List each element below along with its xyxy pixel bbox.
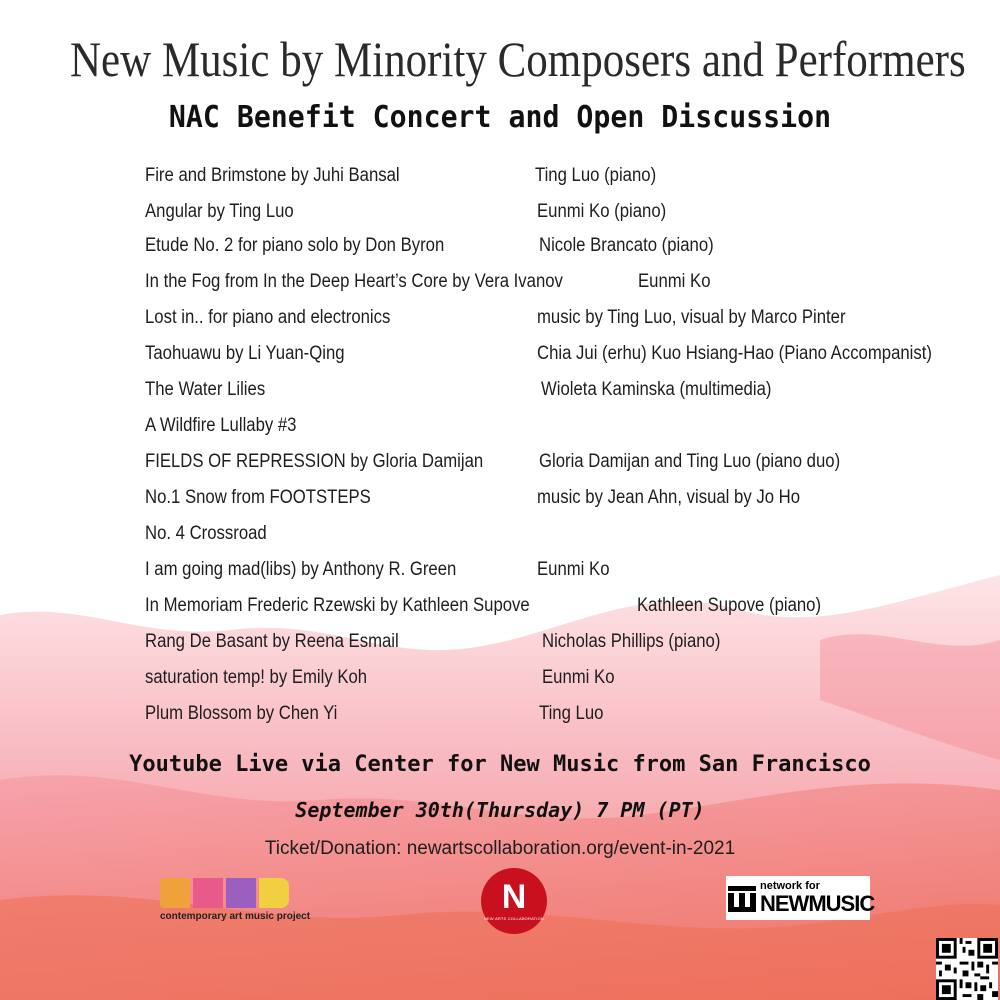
program-row bbox=[0, 307, 1000, 337]
ticket-link[interactable]: Ticket/Donation: newartscollaboration.org/event-in-2021 bbox=[264, 838, 736, 859]
piece-title: Plum Blossom by Chen Yi bbox=[145, 703, 338, 724]
program-row bbox=[0, 667, 1000, 697]
qr-code-icon[interactable] bbox=[936, 938, 998, 1000]
nac-logo-letter: N bbox=[501, 878, 527, 916]
page-title: New Music by Minority Composers and Performers bbox=[70, 31, 966, 87]
performer: Chia Jui (erhu) Kuo Hsiang-Hao (Piano Accompanist) bbox=[537, 343, 932, 364]
performer: Eunmi Ko bbox=[542, 667, 615, 688]
piece-title: Taohuawu by Li Yuan-Qing bbox=[145, 343, 345, 364]
nac-logo-caption: NEW ARTS COLLABORATION bbox=[483, 916, 545, 921]
camp-logo bbox=[160, 878, 320, 928]
piece-title: The Water Lilies bbox=[145, 379, 266, 400]
piece-title: In the Fog from In the Deep Heart’s Core by Vera Ivanov bbox=[145, 271, 563, 292]
piece-title: A Wildfire Lullaby #3 bbox=[145, 415, 297, 436]
performer: Ting Luo (piano) bbox=[535, 165, 657, 186]
piece-title: No.1 Snow from FOOTSTEPS bbox=[145, 487, 371, 508]
program-row bbox=[0, 703, 1000, 733]
performer: Eunmi Ko (piano) bbox=[537, 201, 667, 222]
piece-title: I am going mad(libs) by Anthony R. Green bbox=[145, 559, 457, 580]
camp-logo-mark bbox=[160, 878, 289, 910]
program-row bbox=[0, 631, 1000, 661]
program-row bbox=[0, 487, 1000, 517]
nfnm-logo-mark bbox=[728, 886, 756, 912]
program-row bbox=[0, 235, 1000, 265]
program-row bbox=[0, 415, 1000, 445]
nac-logo bbox=[481, 868, 547, 934]
performer: Eunmi Ko bbox=[638, 271, 711, 292]
program-row bbox=[0, 523, 1000, 553]
program-row bbox=[0, 271, 1000, 301]
livestream-info: Youtube Live via Center for New Music from San Francisco bbox=[129, 752, 871, 777]
performer: Eunmi Ko bbox=[537, 559, 610, 580]
program-row bbox=[0, 343, 1000, 373]
piece-title: Rang De Basant by Reena Esmail bbox=[145, 631, 399, 652]
performer: Wioleta Kaminska (multimedia) bbox=[541, 379, 772, 400]
performer: music by Ting Luo, visual by Marco Pinter bbox=[537, 307, 846, 328]
piece-title: In Memoriam Frederic Rzewski by Kathleen Supove bbox=[145, 595, 530, 616]
performer: Nicole Brancato (piano) bbox=[539, 235, 714, 256]
nfnm-logo bbox=[726, 876, 875, 920]
piece-title: Fire and Brimstone by Juhi Bansal bbox=[145, 165, 400, 186]
piece-title: saturation temp! by Emily Koh bbox=[145, 667, 368, 688]
program-row bbox=[0, 379, 1000, 409]
nfnm-logo-big-text: NEWMUSIC bbox=[760, 891, 875, 916]
page-subtitle: NAC Benefit Concert and Open Discussion bbox=[168, 100, 832, 135]
program-row bbox=[0, 559, 1000, 589]
piece-title: No. 4 Crossroad bbox=[145, 523, 267, 544]
program-row bbox=[0, 595, 1000, 625]
program-row bbox=[0, 165, 1000, 195]
performer: Kathleen Supove (piano) bbox=[637, 595, 822, 616]
camp-logo-text: contemporary art music project bbox=[160, 911, 311, 922]
performer: music by Jean Ahn, visual by Jo Ho bbox=[537, 487, 801, 508]
performer: Ting Luo bbox=[539, 703, 604, 724]
piece-title: Angular by Ting Luo bbox=[145, 201, 294, 222]
piece-title: Lost in.. for piano and electronics bbox=[145, 307, 391, 328]
program-row bbox=[0, 451, 1000, 481]
piece-title: Etude No. 2 for piano solo by Don Byron bbox=[145, 235, 445, 256]
performer: Gloria Damijan and Ting Luo (piano duo) bbox=[539, 451, 841, 472]
program-row bbox=[0, 201, 1000, 231]
piece-title: FIELDS OF REPRESSION by Gloria Damijan bbox=[145, 451, 484, 472]
event-date: September 30th(Thursday) 7 PM (PT) bbox=[295, 798, 705, 822]
performer: Nicholas Phillips (piano) bbox=[542, 631, 721, 652]
nfnm-logo-small-text: network for bbox=[760, 880, 820, 892]
